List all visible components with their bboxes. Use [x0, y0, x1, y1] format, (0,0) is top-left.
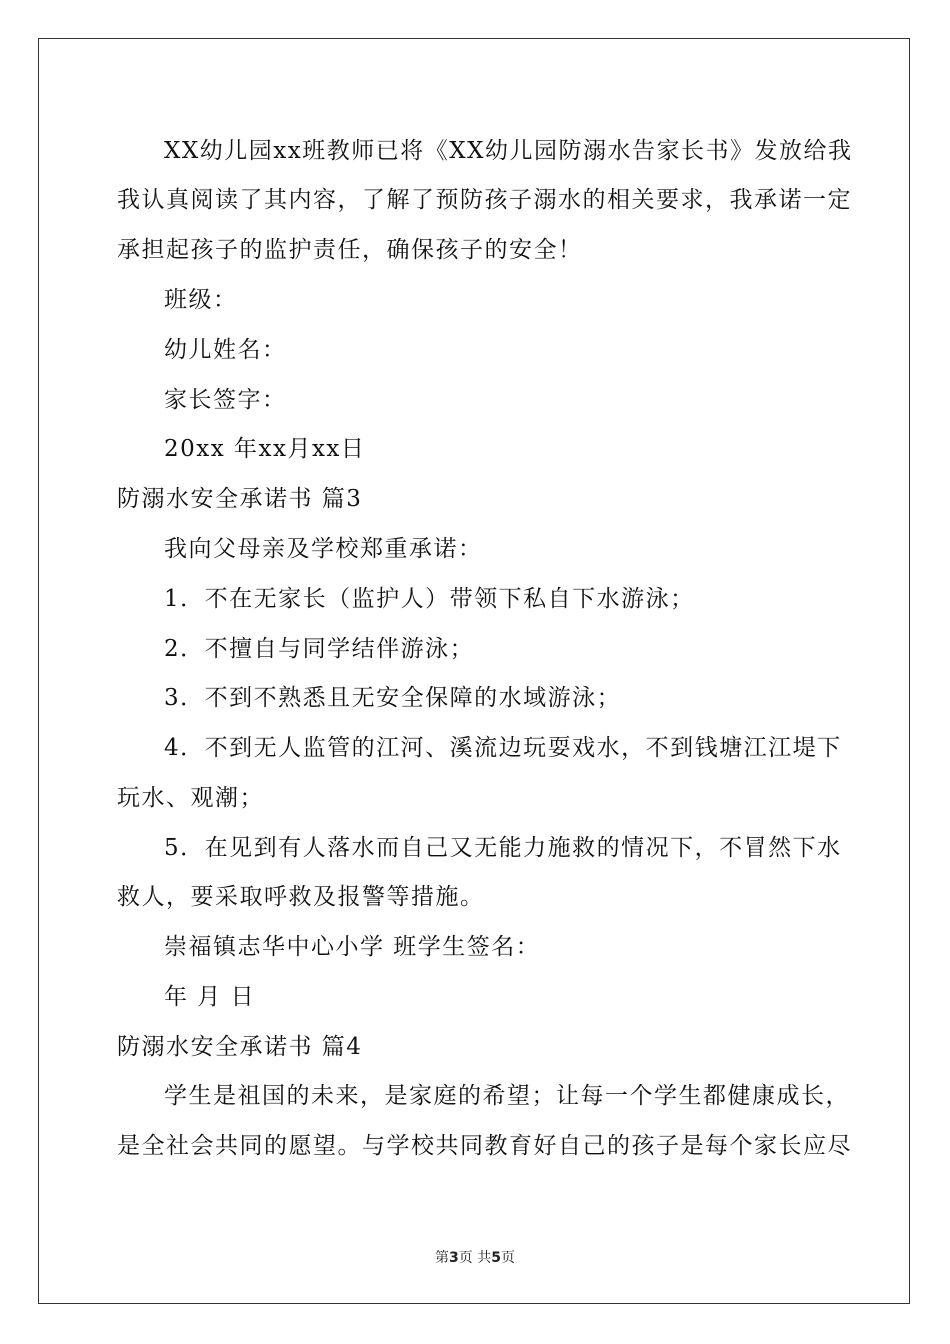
child-name-field-label: 幼儿姓名：: [164, 337, 287, 363]
list-item-continuation: 玩水、观潮；: [117, 785, 264, 811]
list-item: 4．不到无人监管的江河、溪流边玩耍戏水，不到钱塘江江堤下: [164, 735, 842, 761]
list-item: 5．在见到有人落水而自己又无能力施救的情况下，不冒然下水: [164, 835, 842, 861]
paragraph-line: 我认真阅读了其内容，了解了预防孩子溺水的相关要求，我承诺一定: [117, 187, 852, 213]
list-item: 3．不到不熟悉且无安全保障的水域游泳；: [164, 685, 622, 711]
list-item-continuation: 救人，要采取呼救及报警等措施。: [117, 884, 485, 910]
page-prefix: 第: [435, 1250, 450, 1266]
paragraph-line: XX幼儿园xx班教师已将《XX幼儿园防溺水告家长书》发放给我: [164, 138, 853, 164]
page-number-footer: [0, 1247, 950, 1267]
date-line: 20xx 年xx月xx日: [164, 436, 366, 462]
student-signature-line: 崇福镇志华中心小学 班学生签名：: [164, 934, 541, 960]
class-field-label: 班级：: [164, 287, 238, 313]
page-suffix: 页: [500, 1250, 515, 1266]
page-mid: 页 共: [458, 1250, 492, 1266]
paragraph-line: 学生是祖国的未来，是家庭的希望；让每一个学生都健康成长，: [164, 1083, 850, 1109]
list-item: 1．不在无家长（监护人）带领下私自下水游泳；: [164, 586, 695, 612]
date-line: 年 月 日: [164, 984, 256, 1010]
total-pages-number: 5: [491, 1250, 501, 1266]
paragraph-line: 承担起孩子的监护责任，确保孩子的安全！: [117, 237, 583, 263]
page-border: [38, 38, 910, 1304]
list-item: 2．不擅自与同学结伴游泳；: [164, 636, 475, 662]
section-heading: 防溺水安全承诺书 篇4: [117, 1034, 363, 1060]
parent-signature-field-label: 家长签字：: [164, 387, 287, 413]
paragraph-line: 是全社会共同的愿望。与学校共同教育好自己的孩子是每个家长应尽: [117, 1133, 852, 1159]
section-heading: 防溺水安全承诺书 篇3: [117, 486, 363, 512]
current-page-number: 3: [449, 1250, 459, 1266]
paragraph-line: 我向父母亲及学校郑重承诺：: [164, 536, 483, 562]
